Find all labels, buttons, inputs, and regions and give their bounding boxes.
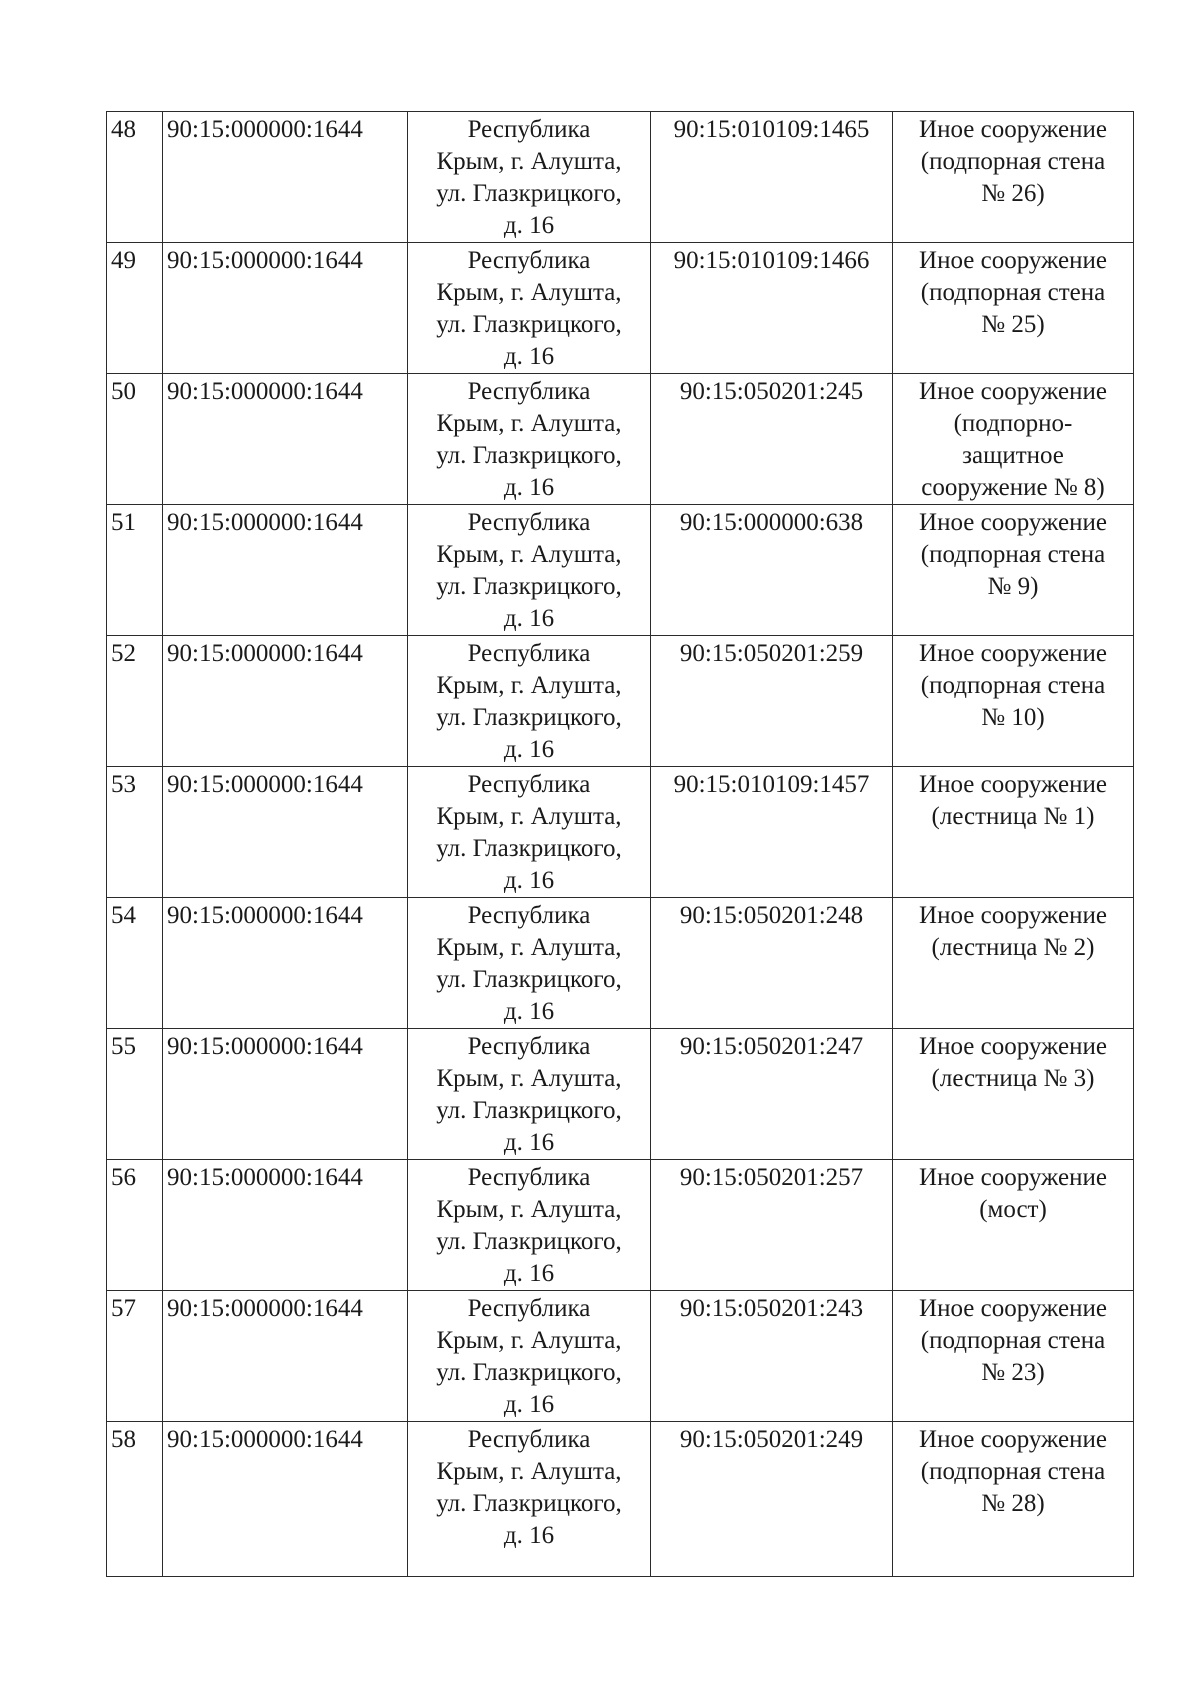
address-line: ул. Глазкрицкого, xyxy=(436,180,622,207)
object-description-cell xyxy=(893,112,1134,243)
address-line: д. 16 xyxy=(503,1391,555,1418)
description-line: Иное сооружение xyxy=(919,1295,1107,1322)
object-description-cell xyxy=(893,374,1134,505)
parcel-cadastral-number-cell: 90:15:000000:1644 xyxy=(163,1422,408,1577)
object-description-cell xyxy=(893,767,1134,898)
parcel-cadastral-number-cell: 90:15:000000:1644 xyxy=(163,112,408,243)
address-line: Республика xyxy=(467,116,591,143)
address-line: Крым, г. Алушта, xyxy=(436,1065,622,1092)
description-line: Иное сооружение xyxy=(919,1164,1107,1191)
object-description-cell xyxy=(893,1160,1134,1291)
address-cell xyxy=(408,112,651,243)
address-cell xyxy=(408,1160,651,1291)
address-line: ул. Глазкрицкого, xyxy=(436,835,622,862)
object-cadastral-number-cell: 90:15:000000:638 xyxy=(651,505,893,636)
address-line: Крым, г. Алушта, xyxy=(436,541,622,568)
table-row xyxy=(107,374,1134,505)
address-line: Республика xyxy=(467,1295,591,1322)
object-cadastral-number-cell: 90:15:050201:248 xyxy=(651,898,893,1029)
object-description-cell xyxy=(893,505,1134,636)
address-line: Республика xyxy=(467,378,591,405)
table-row xyxy=(107,112,1134,243)
address-line: ул. Глазкрицкого, xyxy=(436,966,622,993)
address-line: ул. Глазкрицкого, xyxy=(436,311,622,338)
address-cell xyxy=(408,1029,651,1160)
object-cadastral-number-cell: 90:15:050201:257 xyxy=(651,1160,893,1291)
address-line: ул. Глазкрицкого, xyxy=(436,442,622,469)
address-line: д. 16 xyxy=(503,1260,555,1287)
description-line: (подпорная стена xyxy=(920,148,1106,175)
table-row xyxy=(107,767,1134,898)
address-cell xyxy=(408,243,651,374)
table-row xyxy=(107,1291,1134,1422)
description-line: Иное сооружение xyxy=(919,247,1107,274)
description-line: (подпорная стена xyxy=(920,1458,1106,1485)
row-number-cell: 50 xyxy=(107,374,163,505)
address-cell xyxy=(408,767,651,898)
table-row xyxy=(107,1422,1134,1577)
row-number-cell: 48 xyxy=(107,112,163,243)
address-line: Крым, г. Алушта, xyxy=(436,1196,622,1223)
address-line: д. 16 xyxy=(503,1522,555,1549)
description-line: Иное сооружение xyxy=(919,1033,1107,1060)
row-number-cell: 54 xyxy=(107,898,163,1029)
parcel-cadastral-number-cell: 90:15:000000:1644 xyxy=(163,636,408,767)
description-line: Иное сооружение xyxy=(919,902,1107,929)
description-line: № 23) xyxy=(981,1359,1045,1386)
table-row xyxy=(107,505,1134,636)
description-line: (подпорная стена xyxy=(920,279,1106,306)
address-line: Крым, г. Алушта, xyxy=(436,148,622,175)
parcel-cadastral-number-cell: 90:15:000000:1644 xyxy=(163,898,408,1029)
object-description-cell xyxy=(893,636,1134,767)
address-line: д. 16 xyxy=(503,736,555,763)
address-cell xyxy=(408,374,651,505)
address-line: Крым, г. Алушта, xyxy=(436,803,622,830)
address-line: Крым, г. Алушта, xyxy=(436,1327,622,1354)
table-row xyxy=(107,1029,1134,1160)
description-line: (мост) xyxy=(979,1196,1047,1223)
description-line: Иное сооружение xyxy=(919,116,1107,143)
parcel-cadastral-number-cell: 90:15:000000:1644 xyxy=(163,374,408,505)
address-line: Республика xyxy=(467,1033,591,1060)
row-number-cell: 57 xyxy=(107,1291,163,1422)
row-number-cell: 52 xyxy=(107,636,163,767)
object-description-cell xyxy=(893,898,1134,1029)
object-cadastral-number-cell: 90:15:050201:259 xyxy=(651,636,893,767)
parcel-cadastral-number-cell: 90:15:000000:1644 xyxy=(163,243,408,374)
address-line: д. 16 xyxy=(503,867,555,894)
address-line: Республика xyxy=(467,640,591,667)
description-line: Иное сооружение xyxy=(919,509,1107,536)
address-line: д. 16 xyxy=(503,343,555,370)
object-description-cell xyxy=(893,1291,1134,1422)
description-line: (подпорная стена xyxy=(920,672,1106,699)
description-line: № 25) xyxy=(981,311,1045,338)
description-line: (лестница № 3) xyxy=(931,1065,1095,1092)
object-description-cell xyxy=(893,1029,1134,1160)
address-line: д. 16 xyxy=(503,1129,555,1156)
description-line: сооружение № 8) xyxy=(921,474,1105,501)
address-line: Республика xyxy=(467,771,591,798)
address-line: Республика xyxy=(467,1164,591,1191)
address-line: д. 16 xyxy=(503,605,555,632)
row-number-cell: 58 xyxy=(107,1422,163,1577)
table-row xyxy=(107,1160,1134,1291)
parcel-cadastral-number-cell: 90:15:000000:1644 xyxy=(163,1160,408,1291)
object-cadastral-number-cell: 90:15:010109:1457 xyxy=(651,767,893,898)
object-cadastral-number-cell: 90:15:050201:245 xyxy=(651,374,893,505)
address-cell xyxy=(408,1291,651,1422)
address-cell xyxy=(408,636,651,767)
object-description-cell xyxy=(893,243,1134,374)
address-line: Крым, г. Алушта, xyxy=(436,410,622,437)
object-cadastral-number-cell: 90:15:050201:247 xyxy=(651,1029,893,1160)
address-line: ул. Глазкрицкого, xyxy=(436,573,622,600)
description-line: (подпорная стена xyxy=(920,1327,1106,1354)
address-line: Республика xyxy=(467,902,591,929)
address-cell xyxy=(408,505,651,636)
object-cadastral-number-cell: 90:15:010109:1466 xyxy=(651,243,893,374)
description-line: № 9) xyxy=(987,573,1039,600)
address-line: Крым, г. Алушта, xyxy=(436,1458,622,1485)
address-line: Крым, г. Алушта, xyxy=(436,672,622,699)
address-line: Крым, г. Алушта, xyxy=(436,934,622,961)
address-line: ул. Глазкрицкого, xyxy=(436,1097,622,1124)
table-row xyxy=(107,636,1134,767)
address-line: Республика xyxy=(467,509,591,536)
address-line: д. 16 xyxy=(503,998,555,1025)
registry-table xyxy=(106,111,1134,1577)
description-line: (лестница № 1) xyxy=(931,803,1095,830)
description-line: Иное сооружение xyxy=(919,771,1107,798)
object-cadastral-number-cell: 90:15:050201:243 xyxy=(651,1291,893,1422)
description-line: Иное сооружение xyxy=(919,1426,1107,1453)
object-cadastral-number-cell: 90:15:050201:249 xyxy=(651,1422,893,1577)
address-cell xyxy=(408,898,651,1029)
parcel-cadastral-number-cell: 90:15:000000:1644 xyxy=(163,505,408,636)
row-number-cell: 55 xyxy=(107,1029,163,1160)
address-cell xyxy=(408,1422,651,1577)
description-line: Иное сооружение xyxy=(919,640,1107,667)
parcel-cadastral-number-cell: 90:15:000000:1644 xyxy=(163,1291,408,1422)
row-number-cell: 53 xyxy=(107,767,163,898)
address-line: ул. Глазкрицкого, xyxy=(436,1228,622,1255)
object-description-cell xyxy=(893,1422,1134,1577)
description-line: (лестница № 2) xyxy=(931,934,1095,961)
row-number-cell: 49 xyxy=(107,243,163,374)
object-cadastral-number-cell: 90:15:010109:1465 xyxy=(651,112,893,243)
address-line: ул. Глазкрицкого, xyxy=(436,1490,622,1517)
row-number-cell: 56 xyxy=(107,1160,163,1291)
address-line: ул. Глазкрицкого, xyxy=(436,1359,622,1386)
registry-table-body xyxy=(107,112,1134,1577)
description-line: Иное сооружение xyxy=(919,378,1107,405)
address-line: ул. Глазкрицкого, xyxy=(436,704,622,731)
address-line: д. 16 xyxy=(503,212,555,239)
description-line: (подпорно- xyxy=(953,410,1073,437)
row-number-cell: 51 xyxy=(107,505,163,636)
description-line: № 28) xyxy=(981,1490,1045,1517)
description-line: (подпорная стена xyxy=(920,541,1106,568)
table-row xyxy=(107,243,1134,374)
parcel-cadastral-number-cell: 90:15:000000:1644 xyxy=(163,767,408,898)
description-line: № 10) xyxy=(981,704,1045,731)
description-line: защитное xyxy=(962,442,1064,469)
table-row xyxy=(107,898,1134,1029)
address-line: Республика xyxy=(467,1426,591,1453)
address-line: Крым, г. Алушта, xyxy=(436,279,622,306)
description-line: № 26) xyxy=(981,180,1045,207)
address-line: д. 16 xyxy=(503,474,555,501)
address-line: Республика xyxy=(467,247,591,274)
parcel-cadastral-number-cell: 90:15:000000:1644 xyxy=(163,1029,408,1160)
